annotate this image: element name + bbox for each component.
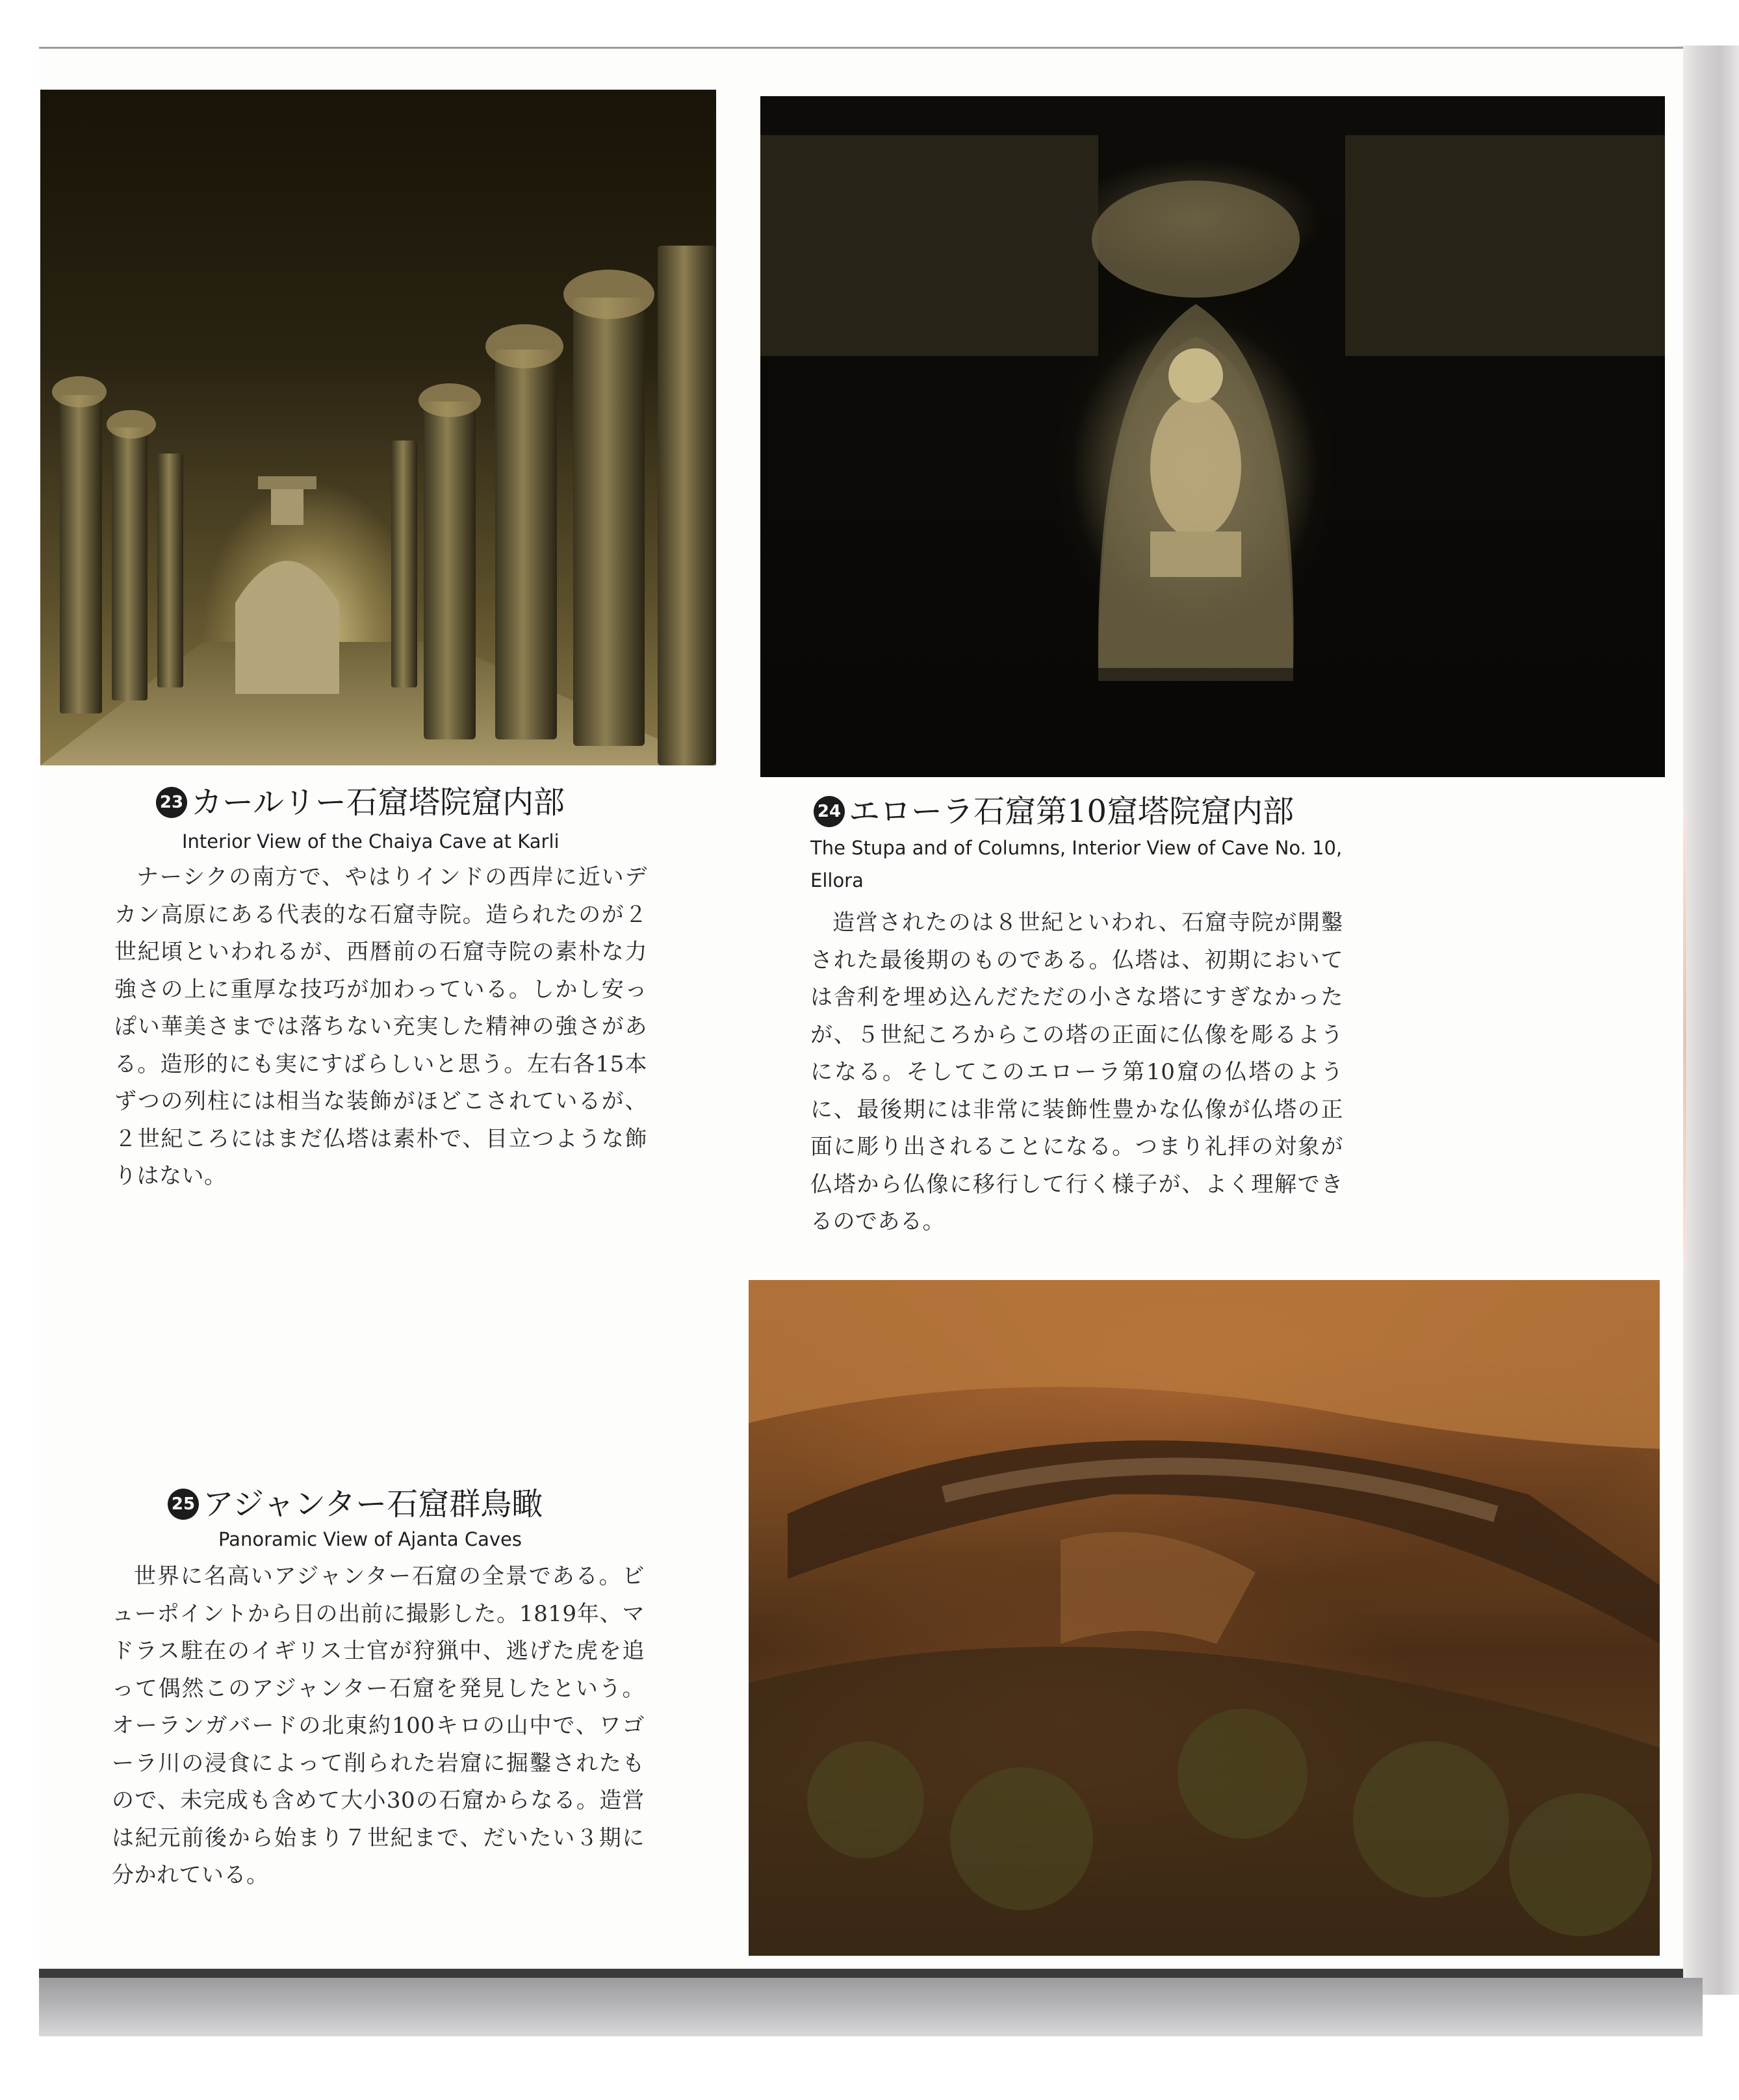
- caption-24-title: [814, 786, 1294, 831]
- caption-23-number: 23: [156, 787, 187, 818]
- caption-25-english: Panoramic View of Ajanta Caves: [218, 1528, 522, 1550]
- caption-24-body: 造営されたのは８世紀といわれ、石窟寺院が開鑿された最後期のものである。仏塔は、初期においては舎利を埋め込んだただの小さな塔にすぎなかったが、５世紀ころからこの塔の正面に仏像を彫るようになる。そしてこのエローラ第10窟の仏塔のように、最後期には非常に装飾性豊かな仏像が仏塔の正面に彫り出されることになる。つまり礼拝の対象が仏塔から仏像に移行して行く様子が、よく理解できるのである。: [810, 910, 1343, 1235]
- karli-cave-photo: [40, 90, 716, 765]
- caption-25-title-text: アジャンター石窟群鳥瞰: [203, 1486, 543, 1522]
- ellora-stupa-illustration: [760, 96, 1665, 777]
- page-bottom-edge: [39, 1969, 1683, 1978]
- ajanta-landscape-illustration: [749, 1280, 1660, 1956]
- caption-23-body: ナーシクの南方で、やはりインドの西岸に近いデカン高原にある代表的な石窟寺院。造られたのが２世紀頃といわれるが、西暦前の石窟寺院の素朴な力強さの上に重厚な技巧が加わっている。しかし安っぽい華美さまでは落ちない充実した精神の強さがある。造形的にも実にすばらしいと思う。左右各15本ずつの列柱には相当な装飾がほどこされているが、２世紀ころにはまだ仏塔は素朴で、目立つような飾りはない。: [114, 864, 647, 1189]
- caption-24-english: The Stupa and of Columns, Interior View of Cave No. 10, Ellora: [810, 837, 1343, 891]
- karli-cave-illustration: [40, 90, 716, 765]
- ellora-cave10-photo: [760, 96, 1665, 777]
- ajanta-panorama-photo: [749, 1280, 1660, 1956]
- caption-25-body: 世界に名高いアジャンター石窟の全景である。ビューポイントから日の出前に撮影した。1819年、マドラス駐在のイギリス士官が狩猟中、逃げた虎を追って偶然このアジャンター石窟を発見したという。オーランガバードの北東約100キロの山中で、ワゴーラ川の浸食によって削られた岩窟に掘鑿されたもので、未完成も含めて大小30の石窟からなる。造営は紀元前後から始まり７世紀まで、だいたい３期に分かれている。: [112, 1563, 645, 1888]
- scanner-shadow: [39, 1978, 1703, 2036]
- caption-24-number: 24: [814, 796, 845, 827]
- caption-23-title: [156, 777, 565, 822]
- caption-25-number: 25: [168, 1489, 199, 1520]
- caption-24-title-text: エローラ石窟第10窟塔院窟内部: [849, 793, 1295, 830]
- caption-23-title-text: カールリー石窟塔院窟内部: [191, 784, 565, 821]
- caption-25-title: [168, 1479, 543, 1524]
- caption-23-english: Interior View of the Chaiya Cave at Karli: [182, 830, 560, 852]
